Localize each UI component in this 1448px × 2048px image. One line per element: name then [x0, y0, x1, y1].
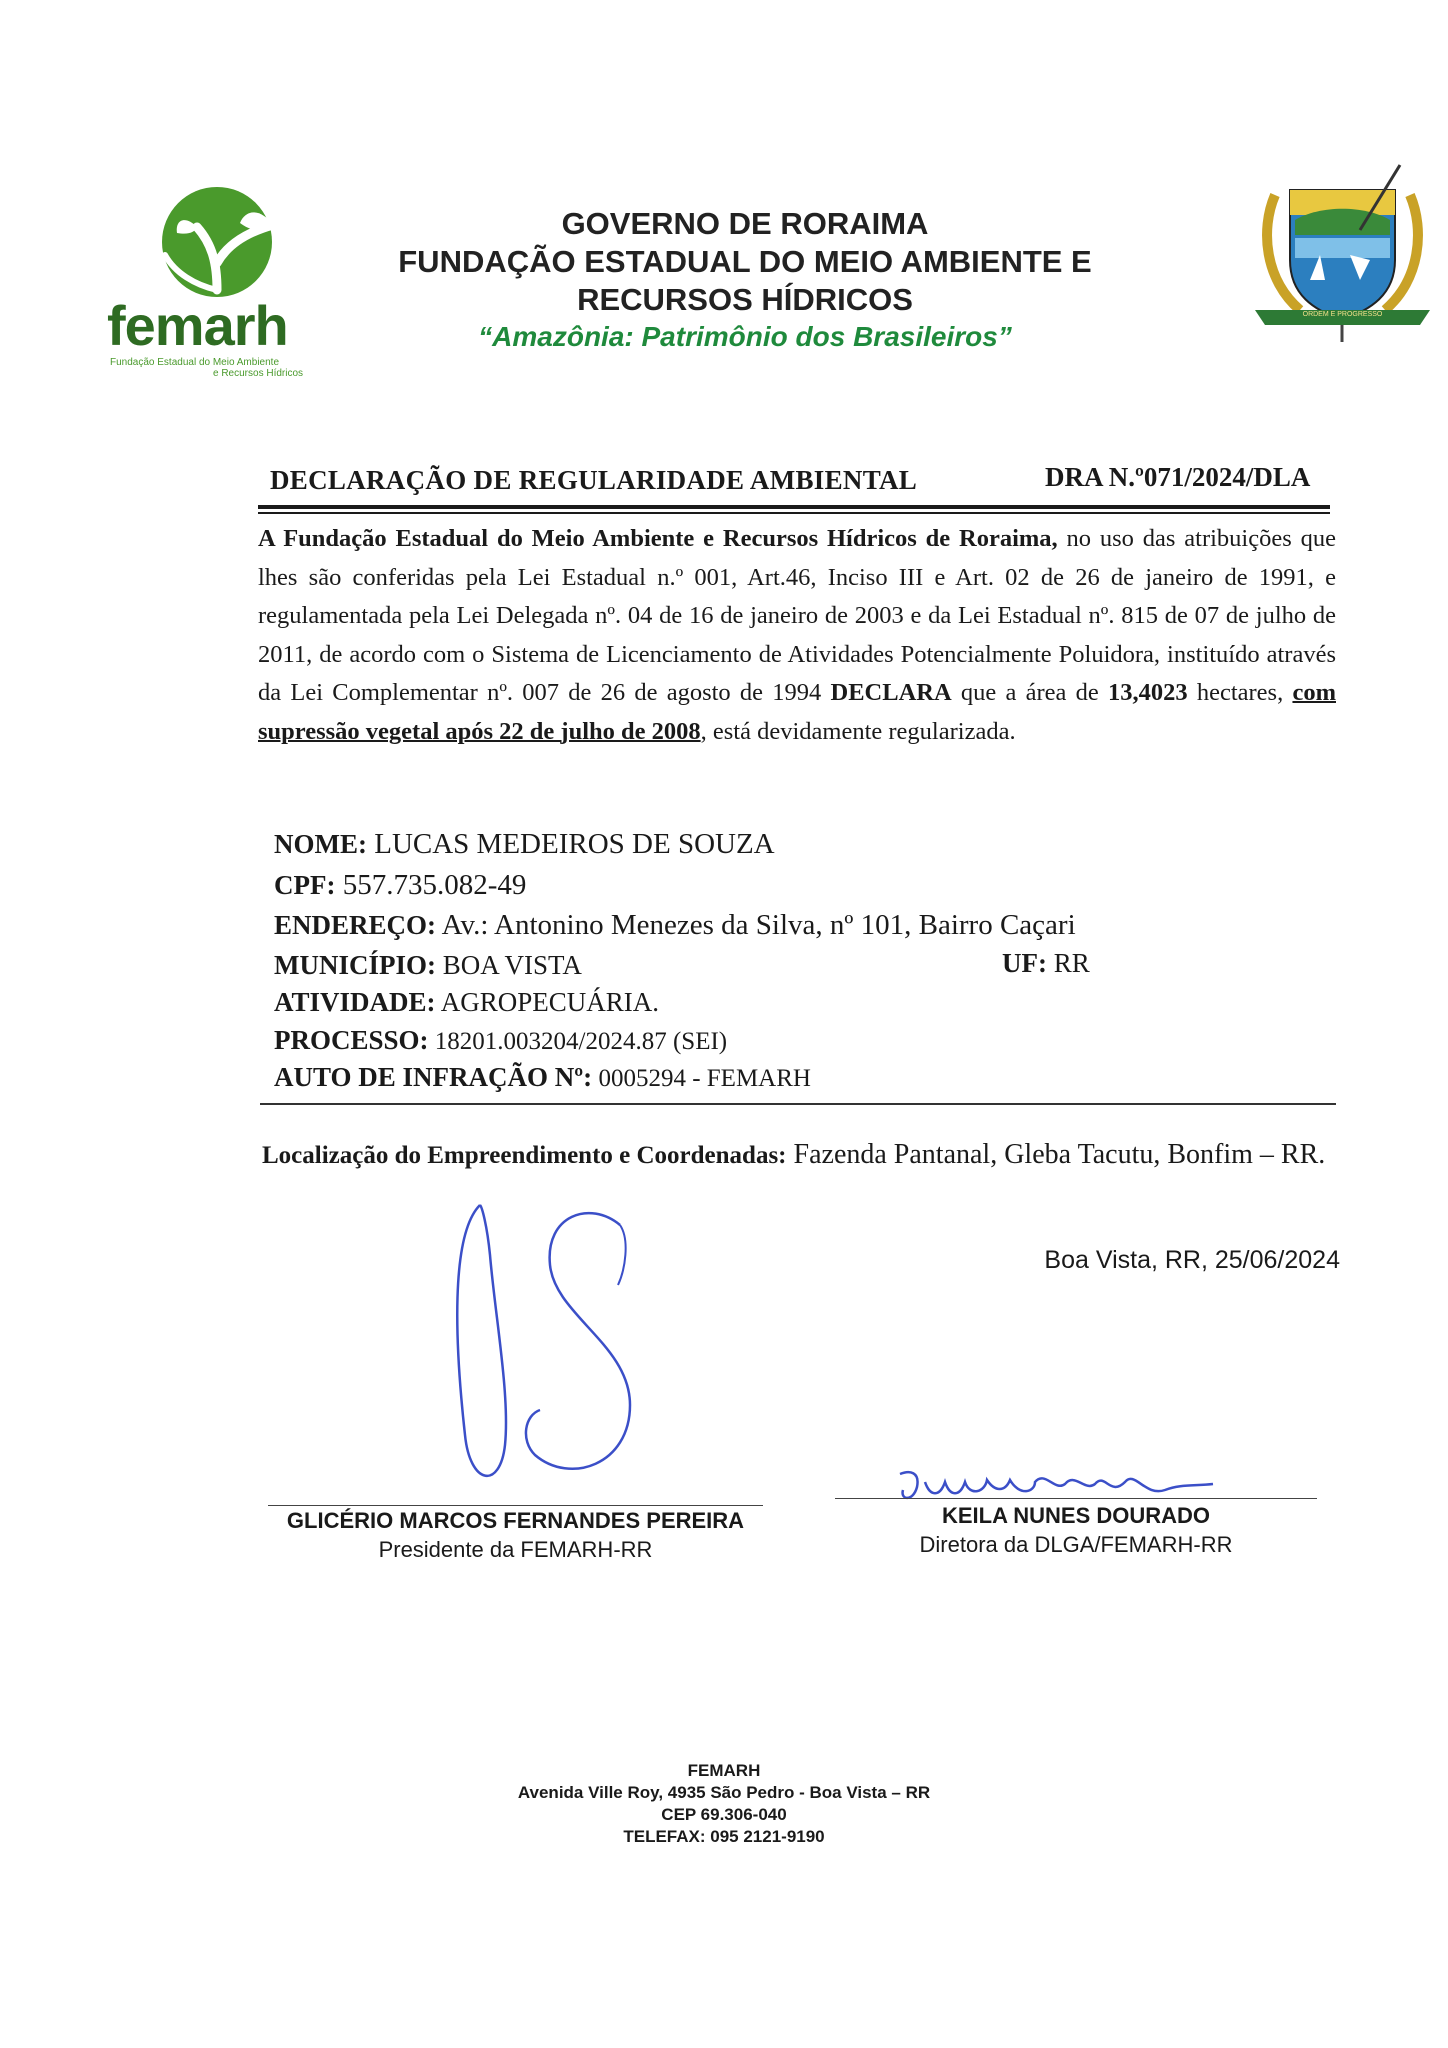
field-nome-label: NOME:: [274, 829, 367, 859]
field-cpf: [274, 868, 526, 902]
field-processo: [274, 1023, 727, 1059]
footer-cep: CEP 69.306-040: [661, 1805, 787, 1824]
area-text-2: hectares,: [1187, 679, 1293, 706]
president-name: GLICÉRIO MARCOS FERNANDES PEREIRA: [286, 1508, 745, 1533]
logo-wordmark: femarh: [107, 294, 288, 357]
logo-subtitle-1: Fundação Estadual do Meio Ambiente: [110, 357, 279, 368]
roraima-crest: [1250, 160, 1435, 345]
field-processo-value: 18201.003204/2024.87 (SEI): [428, 1028, 728, 1055]
field-municipio-label: MUNICÍPIO:: [274, 950, 436, 980]
director-role: Diretora da DLGA/FEMARH-RR: [919, 1532, 1233, 1557]
crest-ribbon-text: ORDEM E PROGRESSO: [1302, 311, 1383, 318]
president-signature: [440, 1195, 660, 1495]
field-atividade-label: ATIVIDADE:: [274, 987, 436, 1017]
header-line-resources: RECURSOS HÍDRICOS: [577, 282, 913, 317]
field-auto-infracao: [274, 1060, 811, 1096]
footer-org: FEMARH: [687, 1761, 761, 1780]
field-endereco-label: ENDEREÇO:: [274, 910, 437, 940]
logo-subtitle-2: e Recursos Hídricos: [213, 368, 304, 379]
location-label: Localização do Empreendimento e Coordenadas:: [262, 1142, 787, 1169]
closing-text: , está devidamente regularizada.: [700, 717, 1016, 745]
director-name: KEILA NUNES DOURADO: [941, 1503, 1211, 1528]
header-line-foundation: FUNDAÇÃO ESTADUAL DO MEIO AMBIENTE E: [398, 244, 1092, 279]
field-nome-value: LUCAS MEDEIROS DE SOUZA: [366, 828, 775, 860]
field-auto-value: 0005294 - FEMARH: [592, 1065, 811, 1092]
field-processo-label: PROCESSO:: [274, 1025, 429, 1055]
field-cpf-value: 557.735.082-49: [335, 869, 527, 901]
field-auto-label: AUTO DE INFRAÇÃO Nº:: [274, 1062, 593, 1092]
title-divider-thin: [258, 512, 1330, 514]
declara-keyword: DECLARA: [830, 679, 952, 706]
field-nome: [274, 827, 775, 861]
field-uf-value: RR: [1046, 948, 1090, 978]
field-atividade: [274, 985, 659, 1019]
field-endereco-value: Av.: Antonino Menezes da Silva, nº 101, Bairro Caçari: [436, 909, 1076, 941]
field-uf: [1002, 946, 1090, 980]
footer-address-block: [424, 1760, 1024, 1848]
header-text-block: [340, 205, 1150, 355]
header-line-government: GOVERNO DE RORAIMA: [561, 206, 929, 241]
location-paragraph: [262, 1135, 1338, 1176]
issuer-name: A Fundação Estadual do Meio Ambiente e Recursos Hídricos de Roraima,: [258, 525, 1058, 552]
fields-divider: [260, 1103, 1336, 1105]
document-title: DECLARAÇÃO DE REGULARIDADE AMBIENTAL: [270, 465, 918, 495]
signature-line-director: [835, 1498, 1317, 1499]
field-endereco: [274, 908, 1076, 942]
field-cpf-label: CPF:: [274, 870, 336, 900]
legal-basis-text: no uso das atribuições que lhes são conferidas pela Lei Estadual n.º 001, Art.46, Inciso III e Art. 02 de 26 de janeiro de 1991, e regulamentada pela Lei Delegada nº. 04 de 16 de janeiro de 2003 e da Lei Estadual nº. 815 de 07 de julho de 2011, de acordo com o Sistema de Licenciamento de Atividades Potencialmente Poluidora, instituído através da Lei Complementar nº. 007 de 26 de agosto de 1994: [258, 525, 1336, 706]
title-divider-thick: [258, 505, 1330, 509]
place-and-date: Boa Vista, RR, 25/06/2024: [1044, 1246, 1340, 1274]
footer-telefax: TELEFAX: 095 2121-9190: [623, 1827, 825, 1846]
president-role: Presidente da FEMARH-RR: [378, 1537, 653, 1562]
header-slogan: “Amazônia: Patrimônio dos Brasileiros”: [478, 321, 1012, 352]
field-municipio-value: BOA VISTA: [436, 950, 582, 980]
field-atividade-value: AGROPECUÁRIA.: [435, 987, 660, 1017]
field-uf-label: UF:: [1002, 948, 1047, 978]
femarh-logo: [105, 185, 340, 379]
document-number: DRA N.º071/2024/DLA: [1045, 462, 1311, 492]
field-municipio: [274, 948, 582, 982]
declaration-paragraph: [258, 520, 1336, 751]
footer-address: Avenida Ville Roy, 4935 São Pedro - Boa Vista – RR: [517, 1783, 931, 1802]
area-text-1: que a área de: [951, 679, 1108, 706]
location-value: Fazenda Pantanal, Gleba Tacutu, Bonfim – RR.: [786, 1139, 1326, 1170]
supressao-clause: com supressão vegetal após 22 de julho de 2008: [258, 679, 1336, 745]
signature-line-president: [268, 1505, 763, 1506]
area-value: 13,4023: [1107, 679, 1188, 706]
